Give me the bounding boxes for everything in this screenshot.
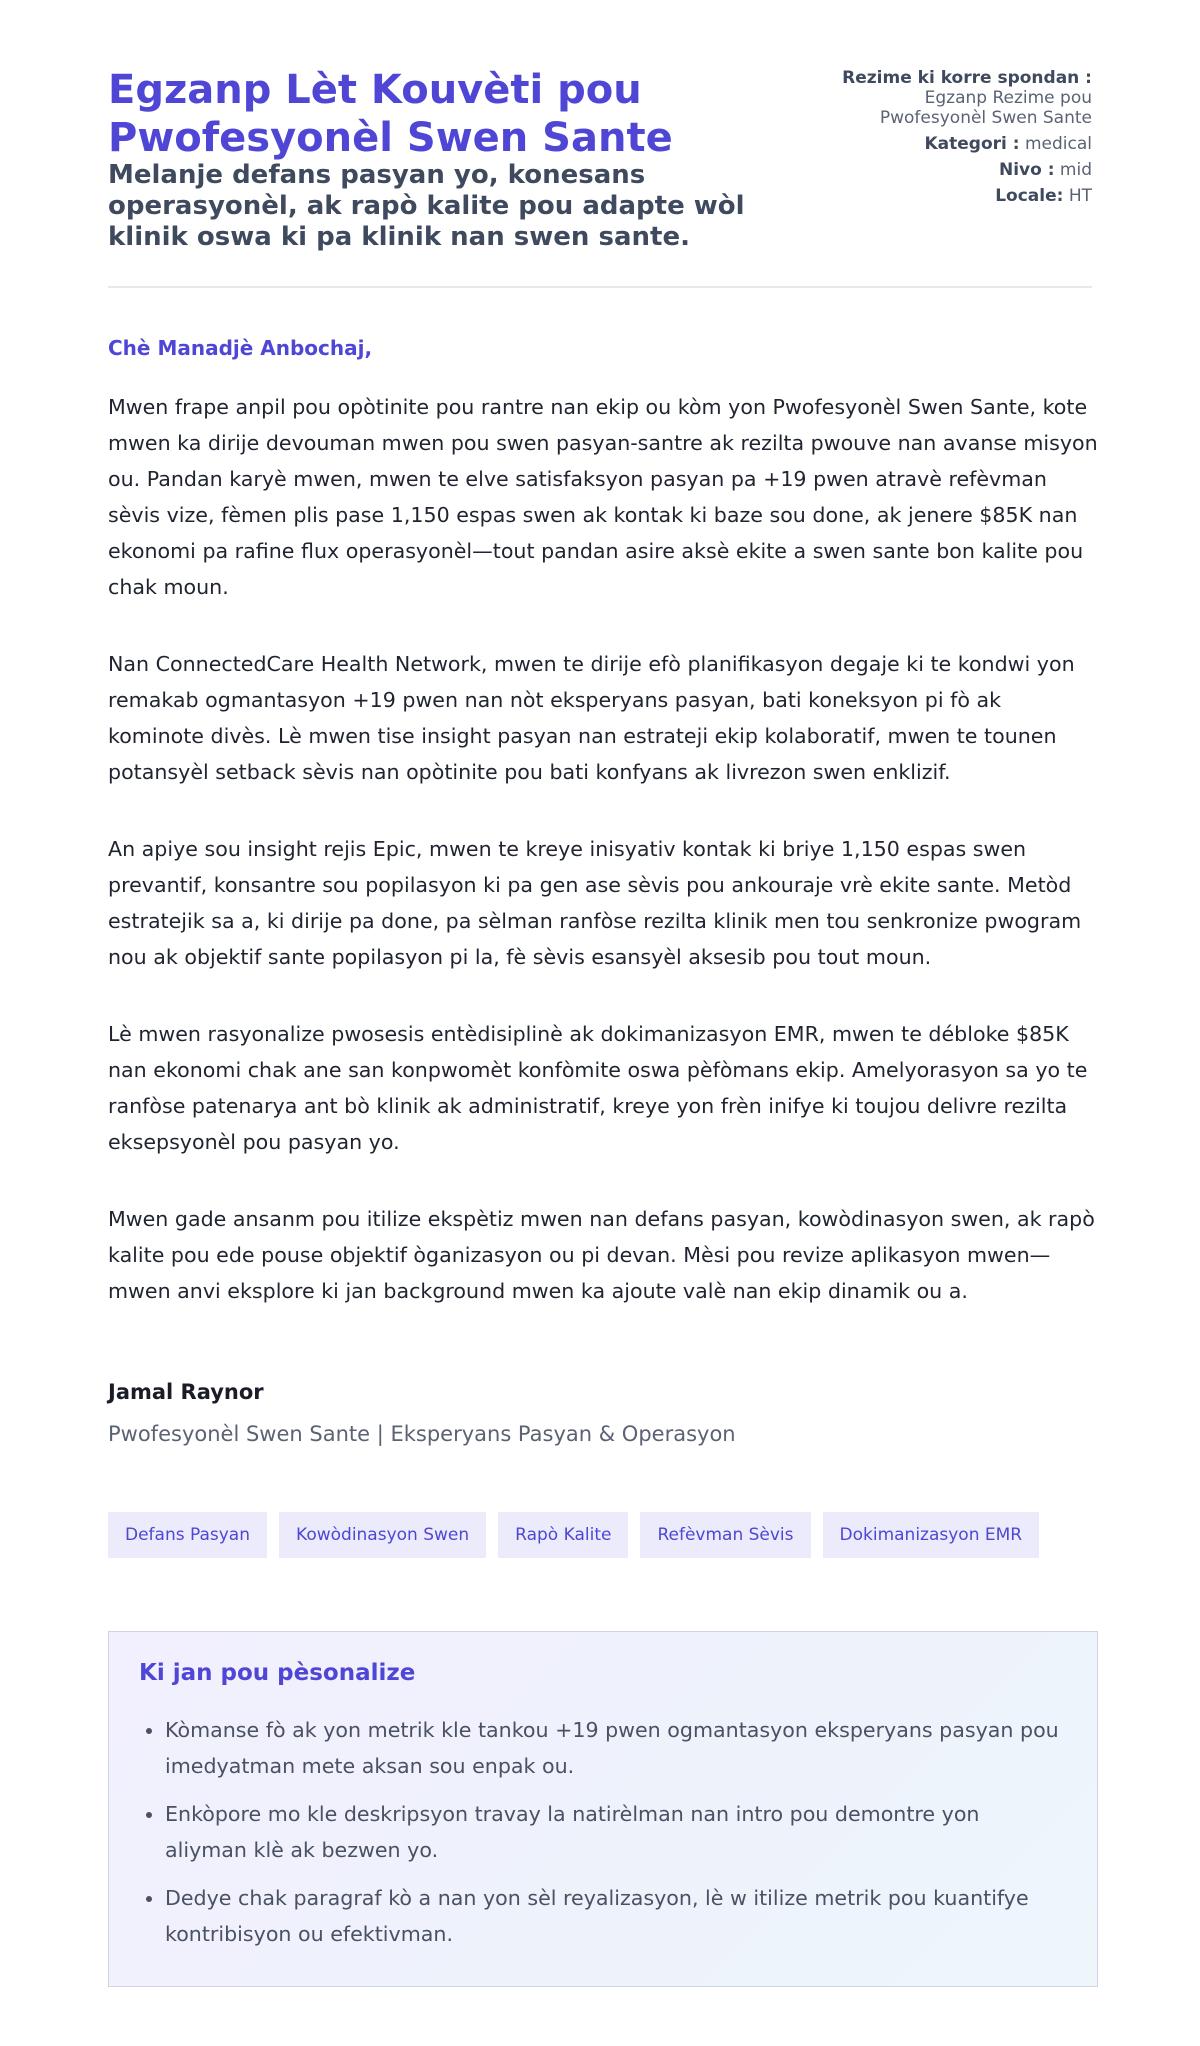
- meta-category-value: medical: [1024, 134, 1092, 154]
- meta-resume-label: Rezime ki korre spondan :: [842, 68, 1092, 88]
- letter-paragraph: An apiye sou insight rejis Epic, mwen te kreye inisyativ kontak ki briye 1,150 espas swen prevantif, konsantre sou popilasyon ki pa gen ase sèvis pou ankouraje vrè ekite sante. Metòd estratejik sa a, ki dirije pa done, pa sèlman ranfòse rezilta klinik men tou senkronize pwogram nou ak objektif sante popilasyon pi la, fè sèvis esansyèl aksesib pou tout moun.: [108, 837, 1082, 969]
- page-title: Egzanp Lèt Kouvèti pou Pwofesyonèl Swen Sante: [108, 67, 673, 161]
- meta-category-label: Kategori :: [924, 134, 1020, 154]
- tips-title: Ki jan pou pèsonalize: [139, 1660, 416, 1686]
- signature-role: Pwofesyonèl Swen Sante | Eksperyans Pasyan & Operasyon: [108, 1422, 736, 1446]
- skill-tag: Dokimanizasyon EMR: [823, 1512, 1040, 1558]
- letter-paragraph: Lè mwen rasyonalize pwosesis entèdisiplinè ak dokimanizasyon EMR, mwen te débloke $85K nan ekonomi chak ane san konpwomèt konfòmite oswa pèfòmans ekip. Amelyorasyon sa yo te ranfòse patenarya ant bò klinik ak administratif, kreye yon frèn inifye ki toujou delivre rezilta eksepsyonèl pou pasyan yo.: [108, 1022, 1088, 1154]
- skill-tag: Defans Pasyan: [108, 1512, 267, 1558]
- meta-resume-link-line2: Pwofesyonèl Swen Sante: [879, 108, 1092, 128]
- customization-tips-box: [108, 1631, 1098, 1987]
- tip-item: • Enkòpore mo kle deskripsyon travay la natirèlman nan intro pou demontre yon aliyman klè ak bezwen yo.: [165, 1796, 1067, 1868]
- skill-tag: Refèvman Sèvis: [640, 1512, 810, 1558]
- tips-list: [139, 1712, 1067, 1952]
- signature-name: Jamal Raynor: [108, 1380, 264, 1404]
- meta-resume-link: Egzanp Rezime pou: [924, 88, 1092, 108]
- skill-tag: Kowòdinasyon Swen: [279, 1512, 486, 1558]
- page-header: [108, 0, 1092, 288]
- letter-body: [108, 389, 1098, 1350]
- meta-locale-value: HT: [1068, 186, 1092, 206]
- page-subtitle: Melanje defans pasyan yo, konesans operasyonèl, ak rapò kalite pou adapte wòl klinik oswa ki pa klinik nan swen sante.: [108, 160, 745, 252]
- meta-category: [732, 134, 1092, 154]
- meta-level: [732, 160, 1092, 180]
- letter-paragraph: Mwen gade ansanm pou itilize ekspètiz mwen nan defans pasyan, kowòdinasyon swen, ak rapò kalite pou ede pouse objektif òganizasyon ou pi devan. Mèsi pou revize aplikasyon mwen—mwen anvi eksplore ki jan background mwen ka ajoute valè nan ekip dinamik ou a.: [108, 1207, 1095, 1303]
- meta-resume: [732, 68, 1092, 128]
- tip-item: • Dedye chak paragraf kò a nan yon sèl reyalizasyon, lè w itilize metrik pou kuantifye kontribisyon ou efektivman.: [165, 1880, 1067, 1952]
- meta-locale-label: Locale:: [995, 186, 1064, 206]
- tip-item: • Kòmanse fò ak yon metrik kle tankou +19 pwen ogmantasyon eksperyans pasyan pou imedyatman mete aksan sou enpak ou.: [165, 1712, 1067, 1784]
- meta-level-value: mid: [1059, 160, 1092, 180]
- letter-paragraph: Mwen frape anpil pou opòtinite pou rantre nan ekip ou kòm yon Pwofesyonèl Swen Sante, kote mwen ka dirije devouman mwen pou swen pasyan-santre ak rezilta pwouve nan avanse misyon ou. Pandan karyè mwen, mwen te elve satisfaksyon pasyan pa +19 pwen atravè refèvman sèvis vize, fèmen plis pase 1,150 espas swen ak kontak ki baze sou done, ak jenere $85K nan ekonomi pa rafine flux operasyonèl—tout pandan asire aksè ekite a swen sante bon kalite pou chak moun.: [108, 395, 1098, 599]
- meta-level-label: Nivo :: [998, 160, 1055, 180]
- letter-salutation: Chè Manadjè Anbochaj,: [108, 336, 373, 360]
- metadata-panel: [732, 68, 1092, 206]
- skill-tags: [108, 1512, 1039, 1558]
- meta-locale: [732, 186, 1092, 206]
- letter-paragraph: Nan ConnectedCare Health Network, mwen te dirije efò planifikasyon degaje ki te kondwi yon remakab ogmantasyon +19 pwen nan nòt eksperyans pasyan, bati koneksyon pi fò ak kominote divès. Lè mwen tise insight pasyan nan estrateji ekip kolaboratif, mwen te tounen potansyèl setback sèvis nan opòtinite pou bati konfyans ak livrezon swen enklizif.: [108, 652, 1075, 784]
- skill-tag: Rapò Kalite: [498, 1512, 628, 1558]
